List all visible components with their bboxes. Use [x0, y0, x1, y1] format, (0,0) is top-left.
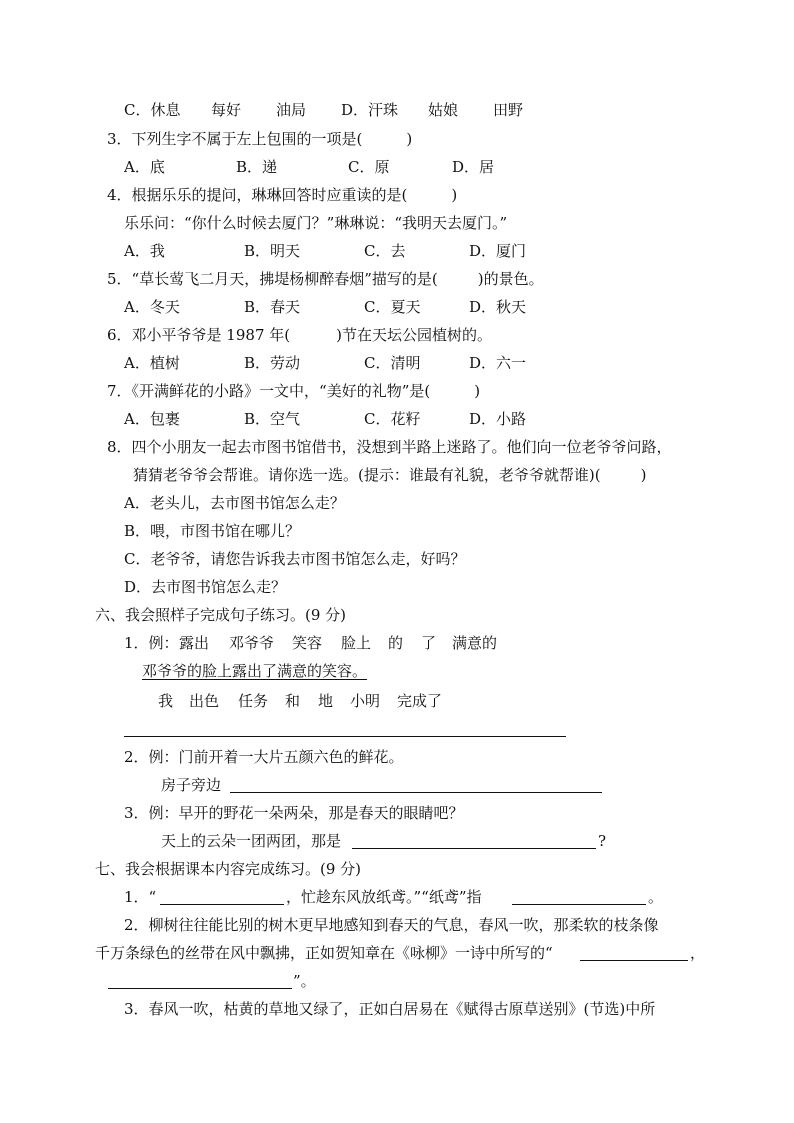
q8-option-a[interactable]: A．老头儿，去市图书馆怎么走？: [124, 494, 345, 512]
q2-option-d: D．汗珠: [341, 101, 399, 119]
s6-ex1-task-word: 任务: [238, 692, 269, 710]
s7-q2-blank-2[interactable]: [108, 972, 292, 989]
q7-option-a[interactable]: A．包裹: [124, 410, 180, 428]
s7-q1-open: 1．“: [124, 888, 157, 906]
s6-ex1-answer-line[interactable]: [124, 720, 566, 737]
q3-stem: 3．下列生字不属于左上包围的一项是( ): [107, 130, 413, 148]
q8-stem-line-2: 猜猜老爷爷会帮谁。请你选一选。(提示：谁最有礼貌，老爷爷就帮谁)( ): [133, 466, 647, 484]
s7-q1-middle: ，忙趁东风放纸鸢。”“纸鸢”指: [286, 888, 482, 906]
s6-ex2-example: 2．例：门前开着一大片五颜六色的鲜花。: [124, 748, 404, 766]
s6-ex2-prompt: 房子旁边: [161, 776, 222, 794]
s6-ex1-task-word: 我: [158, 692, 174, 710]
q7-option-b[interactable]: B．空气: [244, 410, 301, 428]
q2-option-d-word-3: 田野: [493, 101, 524, 119]
q6-option-b[interactable]: B．劳动: [244, 354, 301, 372]
q3-option-b[interactable]: B．递: [236, 158, 278, 176]
s7-q2-line-2: 千万条绿色的丝带在风中飘拂，正如贺知章在《咏柳》一诗中所写的“: [95, 944, 553, 962]
s6-ex3-end-mark: ?: [598, 832, 607, 850]
s6-ex2-answer-line[interactable]: [230, 776, 602, 793]
q8-option-b[interactable]: B．喂，市图书馆在哪儿？: [124, 522, 301, 540]
q7-option-c[interactable]: C．花籽: [364, 410, 421, 428]
s7-q2-blank-1[interactable]: [580, 944, 688, 961]
s6-ex1-word: 了: [421, 634, 437, 652]
q7-stem: 7．《开满鲜花的小路》一文中，“美好的礼物”是( ): [107, 382, 481, 400]
q8-stem-line-1: 8．四个小朋友一起去市图书馆借书，没想到半路上迷路了。他们向一位老爷爷问路，: [107, 438, 672, 456]
q4-option-d[interactable]: D．厦门: [469, 242, 527, 260]
q5-option-c[interactable]: C．夏天: [364, 298, 421, 316]
q2-option-d-word-2: 姑娘: [428, 101, 459, 119]
s7-q2-comma: ，: [690, 944, 706, 962]
q8-option-d[interactable]: D．去市图书馆怎么走？: [124, 578, 287, 596]
s6-ex3-example: 3．例：早开的野花一朵两朵，那是春天的眼睛吧？: [124, 804, 464, 822]
s6-ex1-task-word: 完成了: [397, 692, 443, 710]
s6-ex1-task-word: 和: [285, 692, 301, 710]
s6-ex1-label: 1．例：: [124, 634, 179, 652]
s6-ex1-task-word: 出色: [189, 692, 220, 710]
s6-ex1-task-word: 地: [318, 692, 334, 710]
s7-q2-line-1: 2．柳树往往能比别的树木更早地感知到春天的气息，春风一吹，那柔软的枝条像: [124, 916, 659, 934]
section-7-title: 七、我会根据课本内容完成练习。(9 分): [95, 860, 362, 878]
s6-ex1-word: 笑容: [292, 634, 323, 652]
q3-option-d[interactable]: D．居: [452, 158, 495, 176]
q5-stem: 5．“草长莺飞二月天，拂堤杨柳醉春烟”描写的是( )的景色。: [107, 270, 544, 288]
q4-stem: 4．根据乐乐的提问，琳琳回答时应重读的是( ): [107, 186, 458, 204]
q6-option-a[interactable]: A．植树: [124, 354, 180, 372]
q4-option-a[interactable]: A．我: [124, 242, 165, 260]
s6-ex1-word: 露出: [179, 634, 210, 652]
s7-q1-blank-2[interactable]: [512, 888, 646, 905]
s7-q1-blank-1[interactable]: [160, 888, 284, 905]
q2-option-c-word-2: 每好: [211, 101, 242, 119]
s6-ex1-word: 邓爷爷: [229, 634, 275, 652]
q3-option-c[interactable]: C．原: [348, 158, 390, 176]
s7-q1-end: 。: [648, 888, 664, 906]
q5-option-b[interactable]: B．春天: [244, 298, 301, 316]
q4-dialog: 乐乐问：“你什么时候去厦门？”琳琳说：“我明天去厦门。”: [124, 214, 508, 232]
q6-option-d[interactable]: D．六一: [469, 354, 527, 372]
s6-ex1-task-word: 小明: [350, 692, 381, 710]
q8-option-c[interactable]: C．老爷爷，请您告诉我去市图书馆怎么走，好吗？: [124, 550, 466, 568]
s6-ex1-word: 的: [388, 634, 404, 652]
s6-ex1-word: 满意的: [452, 634, 498, 652]
s6-ex1-answer: 邓爷爷的脸上露出了满意的笑容。: [142, 662, 368, 680]
s6-ex1-word: 脸上: [341, 634, 372, 652]
q4-option-b[interactable]: B．明天: [244, 242, 301, 260]
section-6-title: 六、我会照样子完成句子练习。(9 分): [95, 606, 347, 624]
q2-option-c-word-3: 油局: [276, 101, 307, 119]
q4-option-c[interactable]: C．去: [364, 242, 406, 260]
q3-option-a[interactable]: A．底: [124, 158, 165, 176]
q6-option-c[interactable]: C．清明: [364, 354, 421, 372]
q2-option-c: C．休息: [124, 101, 181, 119]
s7-q2-close: ”。: [293, 972, 316, 990]
q6-stem: 6．邓小平爷爷是 1987 年( )节在天坛公园植树的。: [107, 326, 492, 344]
q5-option-d[interactable]: D．秋天: [469, 298, 527, 316]
s6-ex3-prompt: 天上的云朵一团两团，那是: [161, 832, 342, 850]
q5-option-a[interactable]: A．冬天: [124, 298, 180, 316]
s7-q3-line-1: 3．春风一吹，枯黄的草地又绿了，正如白居易在《赋得古原草送别》(节选)中所: [124, 1000, 656, 1018]
s6-ex3-answer-line[interactable]: [352, 832, 596, 849]
q7-option-d[interactable]: D．小路: [469, 410, 527, 428]
